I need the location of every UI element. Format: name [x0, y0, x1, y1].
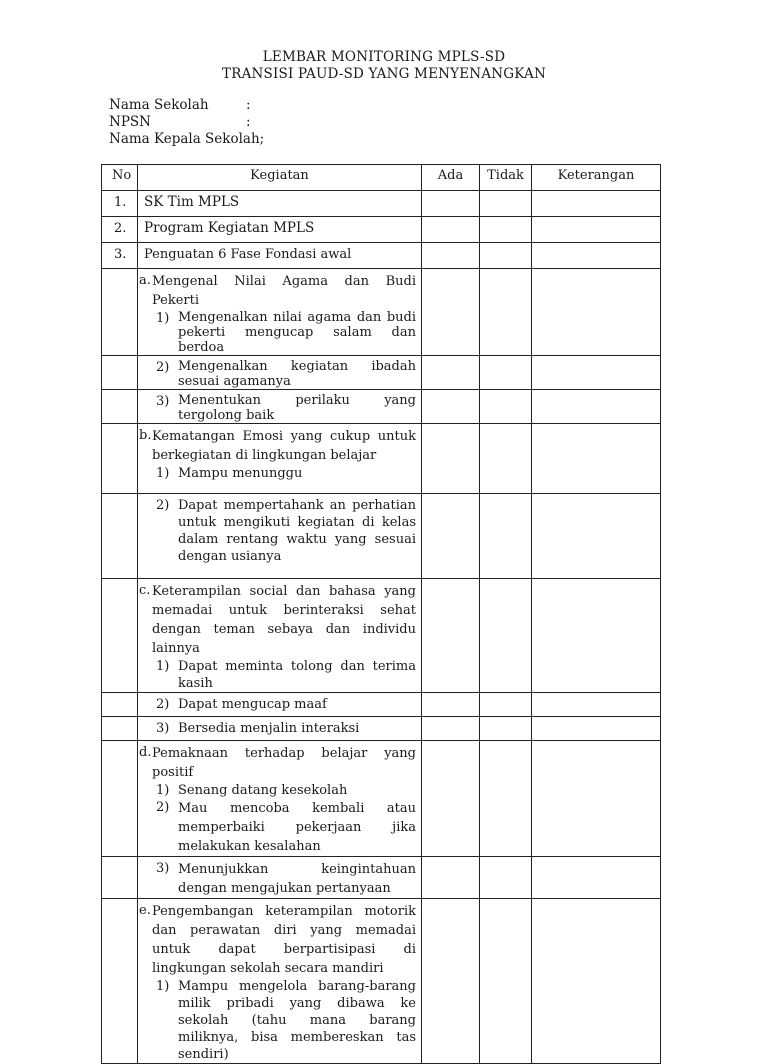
header-tidak: Tidak — [480, 165, 532, 191]
no-cell — [102, 717, 138, 741]
item-marker: 3) — [156, 721, 170, 736]
tidak-cell[interactable] — [480, 717, 532, 741]
tidak-cell[interactable] — [480, 269, 532, 356]
keterangan-cell[interactable] — [532, 693, 661, 717]
table-row — [102, 579, 661, 693]
item-text: Menunjukkan keingintahuan dengan mengajukan pertanyaan — [178, 862, 416, 896]
ada-cell[interactable] — [422, 424, 480, 494]
ada-cell[interactable] — [422, 217, 480, 243]
table-row — [102, 217, 661, 243]
list-item — [144, 782, 416, 799]
ada-cell[interactable] — [422, 243, 480, 269]
item-text: Mau mencoba kembali atau memperbaiki pekerjaan jika melakukan kesalahan — [178, 801, 416, 854]
keterangan-cell[interactable] — [532, 857, 661, 899]
tidak-cell[interactable] — [480, 741, 532, 857]
section-title: Keterampilan social dan bahasa yang memadai untuk berinteraksi sehat dengan teman sebaya dan individu lainnya — [152, 584, 416, 656]
item-marker: 1) — [156, 659, 170, 674]
keterangan-cell[interactable] — [532, 494, 661, 579]
tidak-cell[interactable] — [480, 217, 532, 243]
row-number: 3. — [102, 243, 138, 269]
no-cell — [102, 390, 138, 424]
no-cell — [102, 579, 138, 693]
tidak-cell[interactable] — [480, 390, 532, 424]
tidak-cell[interactable] — [480, 579, 532, 693]
table-header-row — [102, 165, 661, 191]
item-cell — [138, 717, 422, 741]
keterangan-cell[interactable] — [532, 269, 661, 356]
table-row — [102, 693, 661, 717]
item-text: Menentukan perilaku yang tergolong baik — [178, 393, 416, 423]
no-cell — [102, 356, 138, 390]
table-row — [102, 717, 661, 741]
colon: : — [246, 97, 251, 113]
ada-cell[interactable] — [422, 693, 480, 717]
list-item — [144, 497, 416, 565]
no-cell — [102, 899, 138, 1064]
item-text: Dapat meminta tolong dan terima kasih — [178, 659, 416, 691]
no-cell — [102, 693, 138, 717]
document-title-line2: TRANSISI PAUD-SD YANG MENYENANGKAN — [222, 66, 546, 82]
header-no: No — [102, 165, 138, 191]
item-cell — [138, 390, 422, 424]
monitoring-table — [101, 164, 661, 1064]
item-text: Mampu mengelola barang-barang milik pribadi yang dibawa ke sekolah (tahu mana barang miliknya, bisa membereskan tas sendiri) — [178, 979, 416, 1062]
item-text: Bersedia menjalin interaksi — [178, 721, 360, 736]
item-marker: 2) — [156, 697, 170, 712]
no-cell — [102, 424, 138, 494]
item-cell — [138, 857, 422, 899]
ada-cell[interactable] — [422, 857, 480, 899]
keterangan-cell[interactable] — [532, 717, 661, 741]
list-item — [144, 310, 416, 355]
section-b-heading — [139, 427, 416, 465]
item-marker: 2) — [156, 360, 170, 375]
table-row — [102, 191, 661, 217]
section-d-cell — [138, 741, 422, 857]
ada-cell[interactable] — [422, 579, 480, 693]
item-text: Mampu menunggu — [178, 466, 303, 481]
table-row — [102, 494, 661, 579]
row-kegiatan: Penguatan 6 Fase Fondasi awal — [138, 243, 422, 269]
tidak-cell[interactable] — [480, 191, 532, 217]
npsn-label: NPSN — [109, 114, 151, 130]
list-item — [144, 720, 416, 737]
table-row — [102, 899, 661, 1064]
document-title-line1: LEMBAR MONITORING MPLS-SD — [262, 49, 506, 65]
tidak-cell[interactable] — [480, 494, 532, 579]
list-item — [144, 465, 416, 482]
list-item — [144, 696, 416, 713]
section-title: Kematangan Emosi yang cukup untuk berkegiatan di lingkungan belajar — [152, 429, 416, 463]
header-ada: Ada — [422, 165, 480, 191]
ada-cell[interactable] — [422, 390, 480, 424]
row-number: 1. — [102, 191, 138, 217]
item-marker: 3) — [156, 394, 170, 409]
row-kegiatan: SK Tim MPLS — [138, 191, 422, 217]
info-nama-sekolah — [109, 97, 251, 113]
ada-cell[interactable] — [422, 494, 480, 579]
info-kepala-sekolah — [109, 131, 264, 147]
item-marker: 3) — [156, 861, 170, 876]
list-item — [144, 359, 416, 389]
section-title: Mengenal Nilai Agama dan Budi Pekerti — [152, 274, 416, 308]
item-text: Dapat mengucap maaf — [178, 697, 327, 712]
keterangan-cell[interactable] — [532, 390, 661, 424]
keterangan-cell[interactable] — [532, 217, 661, 243]
table-row — [102, 390, 661, 424]
table-row — [102, 356, 661, 390]
item-marker: 2) — [156, 800, 170, 815]
ada-cell[interactable] — [422, 899, 480, 1064]
item-text: Mengenalkan nilai agama dan budi pekerti mengucap salam dan berdoa — [178, 310, 416, 355]
header-kegiatan: Kegiatan — [138, 165, 422, 191]
item-marker: 1) — [156, 311, 170, 326]
section-marker: b. — [139, 428, 152, 443]
section-marker: d. — [139, 745, 152, 760]
section-a-heading — [139, 272, 416, 310]
kepala-sekolah-label: Nama Kepala Sekolah — [109, 131, 260, 147]
table-row — [102, 424, 661, 494]
nama-sekolah-label: Nama Sekolah — [109, 97, 209, 113]
list-item — [144, 658, 416, 692]
list-item — [144, 393, 416, 423]
semicolon: ; — [259, 131, 265, 147]
ada-cell[interactable] — [422, 717, 480, 741]
no-cell — [102, 494, 138, 579]
table-row — [102, 857, 661, 899]
ada-cell[interactable] — [422, 269, 480, 356]
info-npsn — [109, 114, 251, 130]
section-b-cell — [138, 424, 422, 494]
item-text: Mengenalkan kegiatan ibadah sesuai agamanya — [178, 359, 416, 389]
ada-cell[interactable] — [422, 356, 480, 390]
item-text: Senang datang kesekolah — [178, 783, 348, 798]
tidak-cell[interactable] — [480, 899, 532, 1064]
tidak-cell[interactable] — [480, 424, 532, 494]
section-d-heading — [139, 744, 416, 782]
section-c-cell — [138, 579, 422, 693]
row-kegiatan: Program Kegiatan MPLS — [138, 217, 422, 243]
table-row — [102, 269, 661, 356]
keterangan-cell[interactable] — [532, 579, 661, 693]
item-marker: 1) — [156, 979, 170, 994]
item-marker: 1) — [156, 466, 170, 481]
item-cell — [138, 693, 422, 717]
table-row — [102, 243, 661, 269]
table-row — [102, 741, 661, 857]
section-title: Pemaknaan terhadap belajar yang positif — [152, 746, 416, 780]
keterangan-cell[interactable] — [532, 243, 661, 269]
no-cell — [102, 741, 138, 857]
keterangan-cell[interactable] — [532, 356, 661, 390]
ada-cell[interactable] — [422, 741, 480, 857]
section-e-heading — [139, 902, 416, 978]
keterangan-cell[interactable] — [532, 424, 661, 494]
list-item — [144, 799, 416, 856]
item-cell — [138, 494, 422, 579]
header-keterangan: Keterangan — [532, 165, 661, 191]
tidak-cell[interactable] — [480, 243, 532, 269]
keterangan-cell[interactable] — [532, 741, 661, 857]
section-e-cell — [138, 899, 422, 1064]
tidak-cell[interactable] — [480, 693, 532, 717]
item-marker: 2) — [156, 498, 170, 513]
row-number: 2. — [102, 217, 138, 243]
list-item — [144, 978, 416, 1063]
list-item — [144, 860, 416, 898]
keterangan-cell[interactable] — [532, 899, 661, 1064]
section-c-heading — [139, 582, 416, 658]
colon: : — [246, 114, 251, 130]
item-cell — [138, 356, 422, 390]
item-marker: 1) — [156, 783, 170, 798]
section-title: Pengembangan keterampilan motorik dan perawatan diri yang memadai untuk dapat berpartisipasi di lingkungan sekolah secara mandiri — [152, 904, 416, 976]
section-a-cell — [138, 269, 422, 356]
section-marker: e. — [139, 903, 151, 918]
no-cell — [102, 269, 138, 356]
keterangan-cell[interactable] — [532, 191, 661, 217]
no-cell — [102, 857, 138, 899]
section-marker: a. — [139, 273, 151, 288]
ada-cell[interactable] — [422, 191, 480, 217]
tidak-cell[interactable] — [480, 857, 532, 899]
section-marker: c. — [139, 583, 151, 598]
item-text: Dapat mempertahank an perhatian untuk mengikuti kegiatan di kelas dalam rentang waktu yang sesuai dengan usianya — [178, 498, 416, 564]
tidak-cell[interactable] — [480, 356, 532, 390]
